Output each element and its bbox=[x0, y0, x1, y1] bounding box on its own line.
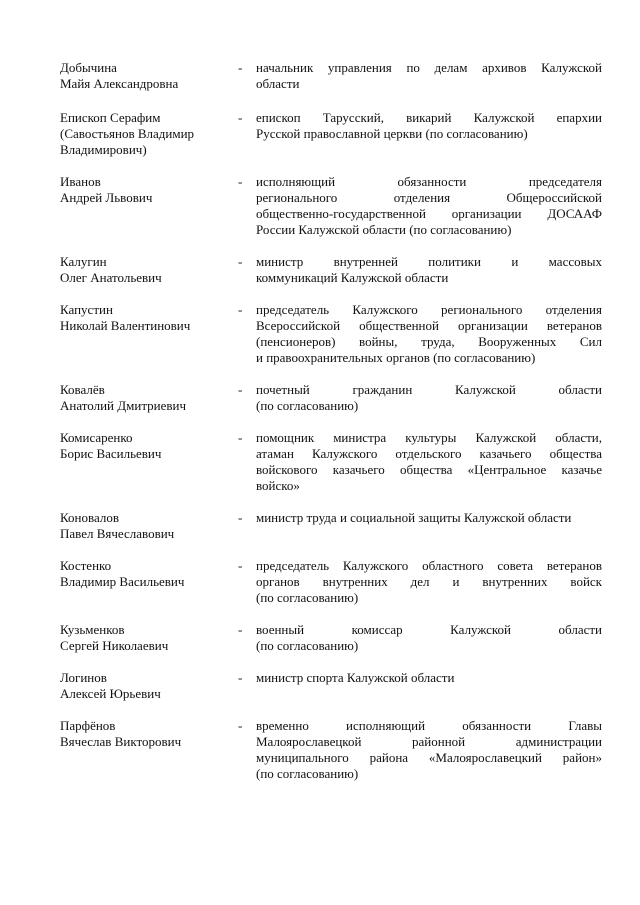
member-surname: Калугин bbox=[60, 254, 107, 269]
entry-dash: - bbox=[238, 622, 243, 637]
member-entry bbox=[60, 382, 602, 414]
member-position bbox=[256, 60, 602, 92]
member-name bbox=[60, 110, 238, 158]
member-position bbox=[256, 510, 602, 526]
member-entry bbox=[60, 110, 602, 158]
position-line: помощник министра культуры Калужской области, bbox=[256, 430, 602, 445]
position-line: (по согласованию) bbox=[256, 590, 359, 605]
entry-dash: - bbox=[238, 558, 243, 573]
member-given-name: Алексей Юрьевич bbox=[60, 686, 161, 701]
position-line: Малоярославецкой районной администрации bbox=[256, 734, 602, 749]
position-line: России Калужской области (по согласованию) bbox=[256, 222, 512, 237]
position-line: муниципального района «Малоярославецкий район» bbox=[256, 750, 602, 765]
position-line: министр спорта Калужской области bbox=[256, 670, 455, 685]
member-surname: Иванов bbox=[60, 174, 101, 189]
position-line: военный комиссар Калужской области bbox=[256, 622, 602, 637]
member-name bbox=[60, 174, 238, 206]
position-line: министр внутренней политики и массовых bbox=[256, 254, 602, 269]
entry-dash: - bbox=[238, 110, 243, 125]
member-entry bbox=[60, 558, 602, 606]
member-entry bbox=[60, 670, 602, 702]
position-line: председатель Калужского областного совета ветеранов bbox=[256, 558, 602, 573]
entry-dash: - bbox=[238, 670, 243, 685]
member-surname: Капустин bbox=[60, 302, 113, 317]
entry-dash: - bbox=[238, 430, 243, 445]
member-given-name: Павел Вячеславович bbox=[60, 526, 175, 541]
member-position bbox=[256, 110, 602, 142]
member-entry bbox=[60, 254, 602, 286]
member-position bbox=[256, 302, 602, 366]
entry-dash: - bbox=[238, 718, 243, 733]
position-line: и правоохранительных органов (по согласованию) bbox=[256, 350, 536, 365]
member-surname: Коновалов bbox=[60, 510, 119, 525]
member-name bbox=[60, 382, 238, 414]
member-position bbox=[256, 622, 602, 654]
position-line: регионального отделения Общероссийской bbox=[256, 190, 602, 205]
member-name bbox=[60, 254, 238, 286]
position-line: исполняющий обязанности председателя bbox=[256, 174, 602, 189]
position-line: (пенсионеров) войны, труда, Вооруженных Сил bbox=[256, 334, 602, 349]
member-surname: Костенко bbox=[60, 558, 112, 573]
position-line: атаман Калужского отдельского казачьего общества bbox=[256, 446, 602, 461]
member-given-name: Олег Анатольевич bbox=[60, 270, 162, 285]
member-position bbox=[256, 670, 602, 686]
position-line: области bbox=[256, 76, 300, 91]
position-line: почетный гражданин Калужской области bbox=[256, 382, 602, 397]
position-line: Всероссийской общественной организации ветеранов bbox=[256, 318, 602, 333]
member-surname: Комисаренко bbox=[60, 430, 133, 445]
member-given-name: Николай Валентинович bbox=[60, 318, 191, 333]
member-given-name: Борис Васильевич bbox=[60, 446, 162, 461]
position-line: епископ Тарусский, викарий Калужской епархии bbox=[256, 110, 602, 125]
member-name bbox=[60, 60, 238, 92]
member-entry bbox=[60, 510, 602, 542]
member-name bbox=[60, 718, 238, 750]
member-position bbox=[256, 718, 602, 782]
member-name bbox=[60, 430, 238, 462]
member-position bbox=[256, 430, 602, 494]
member-given-name: Владимирович) bbox=[60, 142, 147, 157]
member-entry bbox=[60, 718, 602, 782]
member-entry bbox=[60, 302, 602, 366]
position-line: (по согласованию) bbox=[256, 766, 359, 781]
entry-dash: - bbox=[238, 382, 243, 397]
position-line: коммуникаций Калужской области bbox=[256, 270, 449, 285]
member-given-name: Андрей Львович bbox=[60, 190, 153, 205]
member-surname: Добычина bbox=[60, 60, 117, 75]
member-entry bbox=[60, 430, 602, 494]
entry-dash: - bbox=[238, 302, 243, 317]
position-line: министр труда и социальной защиты Калужской области bbox=[256, 510, 572, 525]
member-position bbox=[256, 382, 602, 414]
position-line: органов внутренних дел и внутренних войск bbox=[256, 574, 602, 589]
position-line: временно исполняющий обязанности Главы bbox=[256, 718, 602, 733]
entry-dash: - bbox=[238, 510, 243, 525]
member-name bbox=[60, 510, 238, 542]
member-given-name: Вячеслав Викторович bbox=[60, 734, 182, 749]
position-line: Русской православной церкви (по согласованию) bbox=[256, 126, 528, 141]
entry-dash: - bbox=[238, 60, 243, 75]
member-surname: Ковалёв bbox=[60, 382, 105, 397]
position-line: председатель Калужского регионального отделения bbox=[256, 302, 602, 317]
position-line: (по согласованию) bbox=[256, 398, 359, 413]
member-surname: Парфёнов bbox=[60, 718, 116, 733]
member-surname: Кузьменков bbox=[60, 622, 125, 637]
member-entry bbox=[60, 622, 602, 654]
member-position bbox=[256, 254, 602, 286]
position-line: общественно-государственной организации ДОСААФ bbox=[256, 206, 602, 221]
member-given-name: Владимир Васильевич bbox=[60, 574, 185, 589]
member-name bbox=[60, 622, 238, 654]
position-line: начальник управления по делам архивов Калужской bbox=[256, 60, 602, 75]
member-name bbox=[60, 558, 238, 590]
member-given-name: Сергей Николаевич bbox=[60, 638, 169, 653]
entry-dash: - bbox=[238, 254, 243, 269]
member-surname: Логинов bbox=[60, 670, 107, 685]
member-entry bbox=[60, 174, 602, 238]
member-position bbox=[256, 174, 602, 238]
member-surname: Епископ Серафим bbox=[60, 110, 161, 125]
member-entry bbox=[60, 60, 602, 92]
position-line: войско» bbox=[256, 478, 300, 493]
entry-dash: - bbox=[238, 174, 243, 189]
position-line: (по согласованию) bbox=[256, 638, 359, 653]
position-line: войскового казачьего общества «Центральное казачье bbox=[256, 462, 602, 477]
member-position bbox=[256, 558, 602, 606]
member-name bbox=[60, 670, 238, 702]
member-name bbox=[60, 302, 238, 334]
member-given-name: Майя Александровна bbox=[60, 76, 179, 91]
member-given-name: (Савостьянов Владимир bbox=[60, 126, 195, 141]
member-given-name: Анатолий Дмитриевич bbox=[60, 398, 187, 413]
